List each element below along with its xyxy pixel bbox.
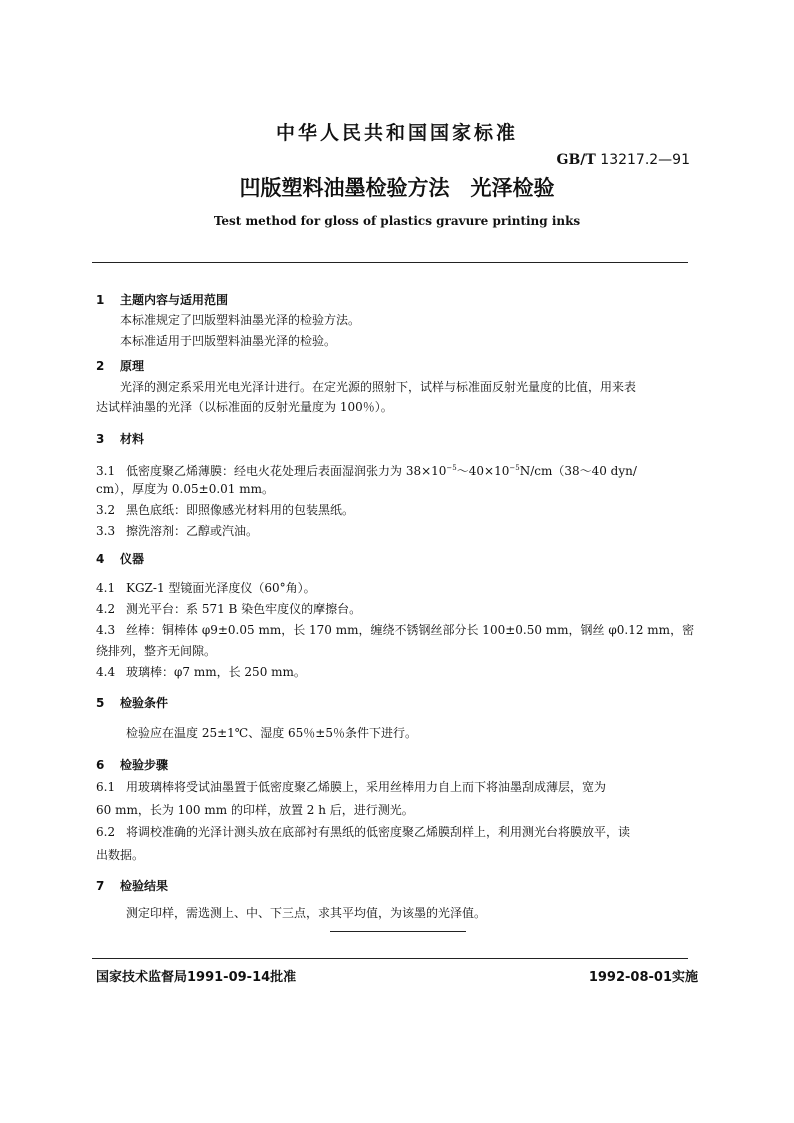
item-3-3: 3.3 擦洗溶剂：乙醇或汽油。 xyxy=(96,524,259,538)
document-title-cn: 凹版塑料油墨检验方法 光泽检验 xyxy=(239,176,555,200)
section-5-heading: 5 检验条件 xyxy=(96,696,169,710)
item-4-3: 4.3 丝棒：铜棒体 φ9±0.05 mm，长 170 mm，缠绕不锈钢丝部分长 100±0.50 mm，钢丝 φ0.12 mm，密 xyxy=(96,623,695,637)
item-3-1-cont: cm），厚度为 0.05±0.01 mm。 xyxy=(96,482,274,496)
document-title-en: Test method for gloss of plastics gravure printing inks xyxy=(213,214,581,228)
section-3-heading: 3 材料 xyxy=(96,432,145,446)
section-7-para-1: 测定印样，需选测上、中、下三点，求其平均值，为该墨的光泽值。 xyxy=(126,906,487,920)
section-2-para-1: 光泽的测定系采用光电光泽计进行。在定光源的照射下，试样与标准面反射光量度的比值，用来表 xyxy=(120,380,637,394)
approval-date: 国家技术监督局1991-09-14批准 xyxy=(96,970,297,985)
item-3-2: 3.2 黑色底纸：即照像感光材料用的包装黑纸。 xyxy=(96,503,355,517)
section-2-heading: 2 原理 xyxy=(96,359,145,373)
standard-code-prefix: GB/T xyxy=(556,152,596,168)
section-5-para-1: 检验应在温度 25±1℃、湿度 65％±5％条件下进行。 xyxy=(126,726,417,740)
item-4-3-cont: 绕排列，整齐无间隙。 xyxy=(96,644,217,658)
section-6-heading: 6 检验步骤 xyxy=(96,758,169,772)
item-6-1-cont: 60 mm，长为 100 mm 的印样，放置 2 h 后，进行测光。 xyxy=(96,803,414,817)
item-6-2-cont: 出数据。 xyxy=(96,848,145,862)
standard-code-number: 13217.2—91 xyxy=(600,152,690,168)
section-2-para-2: 达试样油墨的光泽（以标准面的反射光量度为 100％）。 xyxy=(96,400,393,414)
item-3-1: 3.1 低密度聚乙烯薄膜：经电火花处理后表面湿润张力为 $38\times 10^{-5}\sim 40\times 10^{-5}N/cm(38\sim 40$ dyn/ xyxy=(96,464,637,478)
item-6-1: 6.1 用玻璃棒将受试油墨置于低密度聚乙烯膜上，采用丝棒用力自上而下将油墨刮成薄层，宽为 xyxy=(96,780,607,794)
section-7-heading: 7 检验结果 xyxy=(96,879,169,893)
header-divider xyxy=(92,262,688,263)
item-4-1: 4.1 KGZ-1 型镜面光泽度仪（60°角）。 xyxy=(96,581,316,595)
section-1-para-1: 本标准规定了凹版塑料油墨光泽的检验方法。 xyxy=(120,313,361,327)
end-of-text-rule xyxy=(330,931,466,932)
section-4-heading: 4 仪器 xyxy=(96,552,145,566)
footer-divider xyxy=(92,958,688,959)
section-1-heading: 1 主题内容与适用范围 xyxy=(96,293,229,307)
item-6-2: 6.2 将调校准确的光泽计测头放在底部衬有黑纸的低密度聚乙烯膜刮样上，利用测光台将膜放平，读 xyxy=(96,825,631,839)
item-4-2: 4.2 测光平台：系 571 B 染色牢度仪的摩擦台。 xyxy=(96,602,362,616)
country-standard-title: 中华人民共和国国家标准 xyxy=(275,122,518,144)
effective-date: 1992-08-01实施 xyxy=(588,970,698,985)
section-1-para-2: 本标准适用于凹版塑料油墨光泽的检验。 xyxy=(120,334,337,348)
item-4-4: 4.4 玻璃棒：φ7 mm，长 250 mm。 xyxy=(96,665,306,679)
standard-code xyxy=(557,152,691,168)
